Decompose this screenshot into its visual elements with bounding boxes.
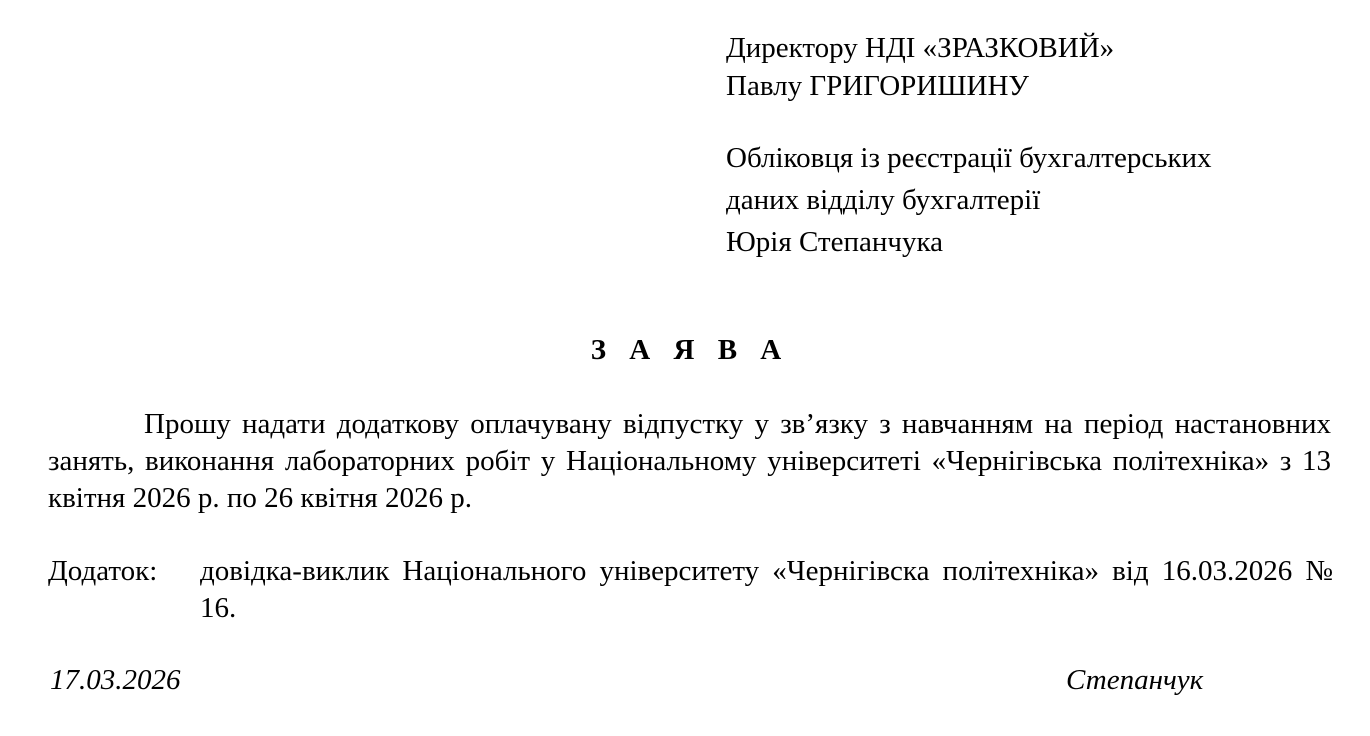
addressee-name: Павлу ГРИГОРИШИНУ xyxy=(726,70,1029,102)
addressee-position: Директору НДІ «ЗРАЗКОВИЙ» xyxy=(726,32,1115,64)
document-title: З А Я В А xyxy=(590,334,790,366)
attachment-label: Додаток: xyxy=(48,555,158,587)
document-date: 17.03.2026 xyxy=(50,664,181,696)
attachment-text: довідка-виклик Національного університету «Чернігівска політехніка» від 16.03.2026 № 16. xyxy=(200,555,1333,624)
signature: Степанчук xyxy=(1066,664,1204,696)
attachment-block xyxy=(48,553,1333,627)
sender-position-line2: даних відділу бухгалтерії xyxy=(726,184,1041,216)
application-body: Прошу надати додаткову оплачувану відпустку у зв’язку з навчанням на період настановних занять, виконання лабораторних робіт у Національному університеті «Чернігівська політехніка» з 13 квітня 2026 р. по 26 квітня 2026 р. xyxy=(48,408,1331,514)
sender-position-line1: Обліковця із реєстрації бухгалтерських xyxy=(726,142,1212,174)
sender-name: Юрія Степанчука xyxy=(726,226,943,258)
addressee-gap xyxy=(726,106,1346,140)
addressee-block xyxy=(726,30,1346,266)
sender-block xyxy=(726,140,1346,266)
